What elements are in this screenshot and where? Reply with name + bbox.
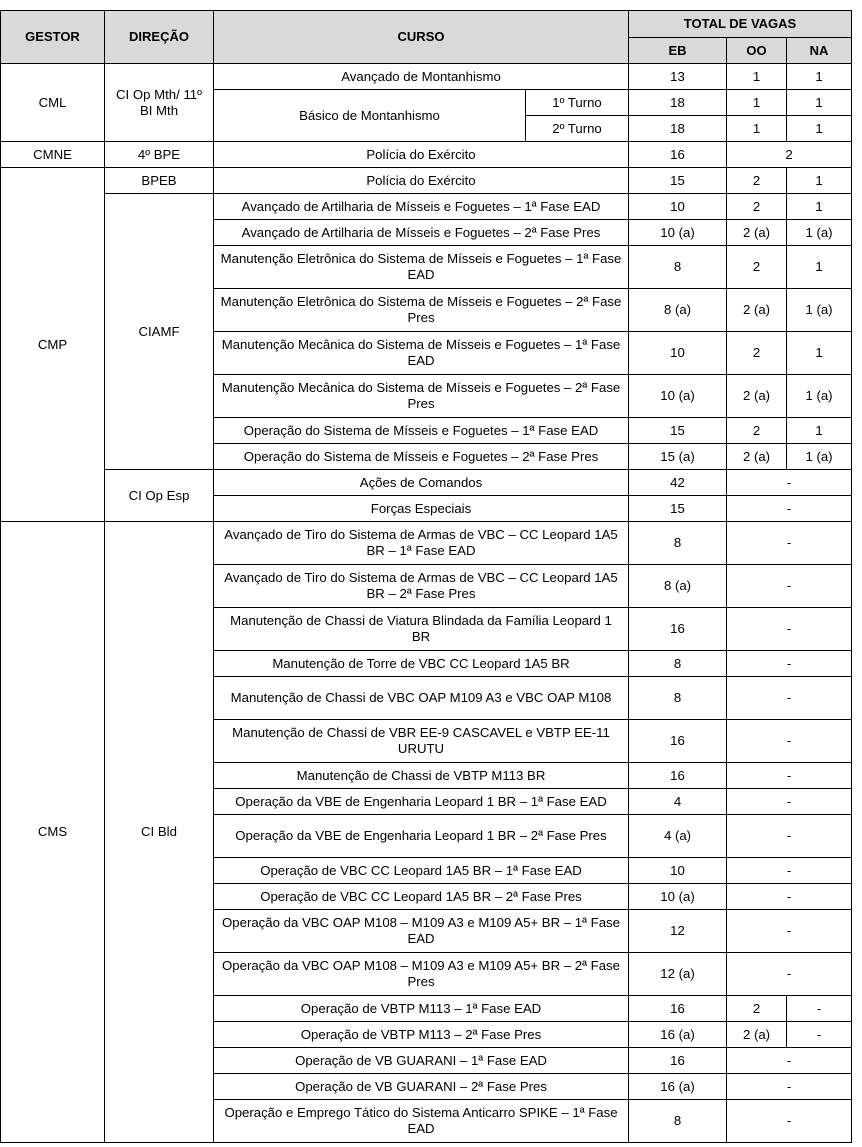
table-body bbox=[1, 64, 852, 1143]
header-direcao: DIREÇÃO bbox=[105, 11, 214, 64]
cell-curso: Avançado de Montanhismo bbox=[214, 64, 629, 90]
cell-oo: 2 bbox=[727, 246, 787, 289]
cell-oo-na: - bbox=[727, 1100, 852, 1143]
table-row bbox=[1, 64, 852, 90]
cell-na: 1 (a) bbox=[787, 289, 852, 332]
cell-oo-na: - bbox=[727, 677, 852, 720]
cell-eb: 13 bbox=[629, 64, 727, 90]
cell-oo-na: - bbox=[727, 858, 852, 884]
cell-na: 1 bbox=[787, 194, 852, 220]
table-row bbox=[1, 168, 852, 194]
cell-oo-na: - bbox=[727, 720, 852, 763]
cell-oo-na: - bbox=[727, 608, 852, 651]
cell-oo-na: - bbox=[727, 1048, 852, 1074]
cell-oo-na: - bbox=[727, 1074, 852, 1100]
cell-eb: 16 bbox=[629, 996, 727, 1022]
cell-direcao: CIAMF bbox=[105, 194, 214, 470]
cell-na: - bbox=[787, 1022, 852, 1048]
cell-oo-na: - bbox=[727, 522, 852, 565]
cell-eb: 16 (a) bbox=[629, 1022, 727, 1048]
cell-na: 1 (a) bbox=[787, 220, 852, 246]
cell-eb: 16 bbox=[629, 142, 727, 168]
cell-oo-na: - bbox=[727, 470, 852, 496]
cell-curso: Manutenção de Chassi de VBC OAP M109 A3 e VBC OAP M108 bbox=[214, 677, 629, 720]
cell-curso: Forças Especiais bbox=[214, 496, 629, 522]
cell-curso: Operação de VBTP M113 – 1ª Fase EAD bbox=[214, 996, 629, 1022]
cell-oo-na: - bbox=[727, 651, 852, 677]
cell-oo: 1 bbox=[727, 116, 787, 142]
cell-gestor: CML bbox=[1, 64, 105, 142]
cell-eb: 8 bbox=[629, 522, 727, 565]
cell-eb: 4 bbox=[629, 789, 727, 815]
cell-na: 1 bbox=[787, 116, 852, 142]
cell-curso: Operação de VBTP M113 – 2ª Fase Pres bbox=[214, 1022, 629, 1048]
header-curso: CURSO bbox=[214, 11, 629, 64]
cell-oo: 2 bbox=[727, 168, 787, 194]
cell-curso: Operação da VBC OAP M108 – M109 A3 e M109 A5+ BR – 1ª Fase EAD bbox=[214, 910, 629, 953]
cell-direcao: 4º BPE bbox=[105, 142, 214, 168]
cell-eb: 16 bbox=[629, 763, 727, 789]
cell-na: 1 (a) bbox=[787, 375, 852, 418]
cell-eb: 8 bbox=[629, 1100, 727, 1143]
header-gestor: GESTOR bbox=[1, 11, 105, 64]
cell-curso: Manutenção Mecânica do Sistema de Mísseis e Foguetes – 1ª Fase EAD bbox=[214, 332, 629, 375]
cell-oo: 2 (a) bbox=[727, 220, 787, 246]
cell-oo: 2 bbox=[727, 194, 787, 220]
cell-eb: 10 bbox=[629, 194, 727, 220]
cell-eb: 15 (a) bbox=[629, 444, 727, 470]
cell-eb: 10 bbox=[629, 858, 727, 884]
table-row bbox=[1, 522, 852, 565]
cell-eb: 15 bbox=[629, 496, 727, 522]
cell-oo: 2 (a) bbox=[727, 444, 787, 470]
cell-na: 1 bbox=[787, 418, 852, 444]
cell-curso: Manutenção de Chassi de VBTP M113 BR bbox=[214, 763, 629, 789]
cell-curso: Avançado de Artilharia de Mísseis e Foguetes – 2ª Fase Pres bbox=[214, 220, 629, 246]
cell-oo: 2 (a) bbox=[727, 375, 787, 418]
cell-gestor: CMP bbox=[1, 168, 105, 522]
cell-oo: 2 (a) bbox=[727, 289, 787, 332]
cell-curso: Manutenção Eletrônica do Sistema de Mísseis e Foguetes – 1ª Fase EAD bbox=[214, 246, 629, 289]
cell-curso: Polícia do Exército bbox=[214, 142, 629, 168]
cell-curso: Operação do Sistema de Mísseis e Foguetes – 2ª Fase Pres bbox=[214, 444, 629, 470]
cell-curso: Avançado de Tiro do Sistema de Armas de VBC – CC Leopard 1A5 BR – 1ª Fase EAD bbox=[214, 522, 629, 565]
cell-oo: 1 bbox=[727, 64, 787, 90]
cell-eb: 12 (a) bbox=[629, 953, 727, 996]
cell-curso: Operação da VBE de Engenharia Leopard 1 BR – 1ª Fase EAD bbox=[214, 789, 629, 815]
cell-eb: 16 bbox=[629, 1048, 727, 1074]
cell-curso: Operação de VB GUARANI – 2ª Fase Pres bbox=[214, 1074, 629, 1100]
cell-curso: Operação de VBC CC Leopard 1A5 BR – 1ª Fase EAD bbox=[214, 858, 629, 884]
cell-eb: 42 bbox=[629, 470, 727, 496]
cell-curso: Básico de Montanhismo bbox=[214, 90, 526, 142]
cell-direcao: CI Op Esp bbox=[105, 470, 214, 522]
cell-na: 1 (a) bbox=[787, 444, 852, 470]
cell-eb: 8 (a) bbox=[629, 289, 727, 332]
table-row bbox=[1, 142, 852, 168]
cell-eb: 10 (a) bbox=[629, 220, 727, 246]
cell-direcao: BPEB bbox=[105, 168, 214, 194]
cell-oo-na: - bbox=[727, 789, 852, 815]
cell-eb: 10 (a) bbox=[629, 884, 727, 910]
cell-gestor: CMS bbox=[1, 522, 105, 1143]
cell-eb: 12 bbox=[629, 910, 727, 953]
cell-curso: Manutenção Eletrônica do Sistema de Mísseis e Foguetes – 2ª Fase Pres bbox=[214, 289, 629, 332]
cell-curso: Avançado de Tiro do Sistema de Armas de VBC – CC Leopard 1A5 BR – 2ª Fase Pres bbox=[214, 565, 629, 608]
cell-oo: 2 (a) bbox=[727, 1022, 787, 1048]
cell-eb: 16 (a) bbox=[629, 1074, 727, 1100]
cell-eb: 15 bbox=[629, 168, 727, 194]
header-total-vagas: TOTAL DE VAGAS bbox=[629, 11, 852, 38]
cell-curso: Operação da VBE de Engenharia Leopard 1 BR – 2ª Fase Pres bbox=[214, 815, 629, 858]
cell-curso: Ações de Comandos bbox=[214, 470, 629, 496]
cell-oo-na: - bbox=[727, 565, 852, 608]
vacancies-table bbox=[0, 10, 852, 1143]
cell-curso: Polícia do Exército bbox=[214, 168, 629, 194]
cell-na: 1 bbox=[787, 90, 852, 116]
cell-eb: 4 (a) bbox=[629, 815, 727, 858]
cell-na: 1 bbox=[787, 332, 852, 375]
cell-oo-na: - bbox=[727, 763, 852, 789]
cell-eb: 8 (a) bbox=[629, 565, 727, 608]
cell-curso: Operação da VBC OAP M108 – M109 A3 e M109 A5+ BR – 2ª Fase Pres bbox=[214, 953, 629, 996]
header-eb: EB bbox=[629, 38, 727, 64]
cell-oo-na: - bbox=[727, 815, 852, 858]
cell-direcao: CI Bld bbox=[105, 522, 214, 1143]
cell-oo: 2 bbox=[727, 418, 787, 444]
cell-na: - bbox=[787, 996, 852, 1022]
header-na: NA bbox=[787, 38, 852, 64]
cell-na: 1 bbox=[787, 246, 852, 289]
cell-eb: 16 bbox=[629, 720, 727, 763]
table-row bbox=[1, 470, 852, 496]
cell-curso: Operação de VB GUARANI – 1ª Fase EAD bbox=[214, 1048, 629, 1074]
cell-eb: 16 bbox=[629, 608, 727, 651]
cell-gestor: CMNE bbox=[1, 142, 105, 168]
cell-oo-na: 2 bbox=[727, 142, 852, 168]
cell-oo: 2 bbox=[727, 996, 787, 1022]
cell-oo-na: - bbox=[727, 884, 852, 910]
table-row bbox=[1, 194, 852, 220]
cell-eb: 8 bbox=[629, 246, 727, 289]
cell-turno: 2º Turno bbox=[526, 116, 629, 142]
cell-eb: 10 (a) bbox=[629, 375, 727, 418]
cell-na: 1 bbox=[787, 168, 852, 194]
cell-curso: Manutenção de Chassi de Viatura Blindada da Família Leopard 1 BR bbox=[214, 608, 629, 651]
cell-eb: 8 bbox=[629, 651, 727, 677]
cell-eb: 8 bbox=[629, 677, 727, 720]
cell-eb: 10 bbox=[629, 332, 727, 375]
cell-oo: 1 bbox=[727, 90, 787, 116]
cell-curso: Manutenção Mecânica do Sistema de Mísseis e Foguetes – 2ª Fase Pres bbox=[214, 375, 629, 418]
cell-oo: 2 bbox=[727, 332, 787, 375]
cell-curso: Operação de VBC CC Leopard 1A5 BR – 2ª Fase Pres bbox=[214, 884, 629, 910]
header-oo: OO bbox=[727, 38, 787, 64]
cell-turno: 1º Turno bbox=[526, 90, 629, 116]
cell-direcao: CI Op Mth/ 11º BI Mth bbox=[105, 64, 214, 142]
cell-na: 1 bbox=[787, 64, 852, 90]
cell-oo-na: - bbox=[727, 953, 852, 996]
cell-curso: Avançado de Artilharia de Mísseis e Foguetes – 1ª Fase EAD bbox=[214, 194, 629, 220]
cell-curso: Operação do Sistema de Mísseis e Foguetes – 1ª Fase EAD bbox=[214, 418, 629, 444]
cell-curso: Manutenção de Torre de VBC CC Leopard 1A5 BR bbox=[214, 651, 629, 677]
cell-curso: Manutenção de Chassi de VBR EE-9 CASCAVEL e VBTP EE-11 URUTU bbox=[214, 720, 629, 763]
cell-oo-na: - bbox=[727, 910, 852, 953]
cell-eb: 18 bbox=[629, 90, 727, 116]
cell-oo-na: - bbox=[727, 496, 852, 522]
cell-eb: 18 bbox=[629, 116, 727, 142]
cell-curso: Operação e Emprego Tático do Sistema Anticarro SPIKE – 1ª Fase EAD bbox=[214, 1100, 629, 1143]
cell-eb: 15 bbox=[629, 418, 727, 444]
